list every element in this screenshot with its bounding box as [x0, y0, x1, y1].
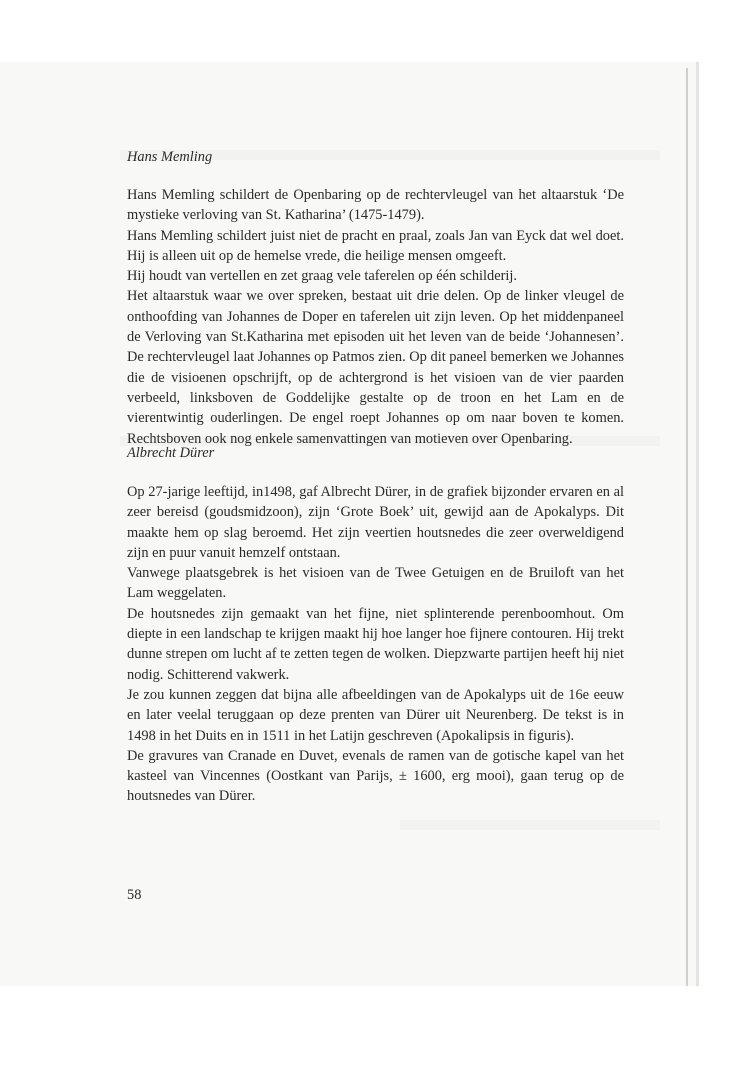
- paragraph: Vanwege plaatsgebrek is het visioen van de Twee Getuigen en de Bruiloft van het Lam weggelaten.: [127, 565, 624, 602]
- paragraph: Hans Memling schildert de Openbaring op de rechtervleugel van het altaarstuk ‘De mystieke verloving van St. Katharina’ (1475-1479).: [127, 187, 624, 224]
- paragraph: Je zou kunnen zeggen dat bijna alle afbeeldingen van de Apokalyps uit de 16e eeuw en later veelal teruggaan op deze prenten van Dürer uit Neurenberg. De tekst is in 1498 in het Duits en in 1511 in het Latijn geschreven (Apokalipsis in figuris).: [127, 686, 624, 744]
- paragraph: Op 27-jarige leeftijd, in1498, gaf Albrecht Dürer, in de grafiek bijzonder ervaren en al zeer bereisd (goudsmidzoon), zijn ‘Grote Boek’ uit, gewijd aan de Apokalyps. Dit maakte hem op slag beroemd. Het zijn veertien houtsnedes die zeer overweldigend zijn en puur vanuit hemzelf ontstaan.: [127, 484, 624, 561]
- page-number: 58: [127, 887, 142, 903]
- section-body-albrecht-durer: [127, 482, 624, 807]
- paragraph: De gravures van Cranade en Duvet, evenals de ramen van de gotische kapel van het kasteel van Vincennes (Oostkant van Parijs, ± 1600, erg mooi), gaan terug op de houtsnedes van Dürer.: [127, 747, 624, 805]
- paragraph: Het altaarstuk waar we over spreken, bestaat uit drie delen. Op de linker vleugel de onthoofding van Johannes de Doper en taferelen uit zijn leven. Op het middenpaneel de Verloving van St.Katharina met episoden uit het leven van de beide ‘Johannesen’. De rechtervleugel laat Johannes op Patmos zien. Op dit paneel bemerken we Johannes die de visioenen opschrijft, op de achtergrond is het visioen van de vier paarden verbeeld, linksboven de Goddelijke gestalte op de troon en het Lam en de vierentwintig ouderlingen. De engel roept Johannes op om naar boven te komen. Rechtsboven ook nog enkele samenvattingen van motieven over Openbaring.: [127, 288, 624, 447]
- paragraph: Hans Memling schildert juist niet de pracht en praal, zoals Jan van Eyck dat wel doet. Hij is alleen uit op de hemelse vrede, die heilige mensen omgeeft.: [127, 227, 624, 264]
- section-heading-hans-memling: Hans Memling: [127, 149, 213, 165]
- page-gutter-shadow: [696, 62, 699, 986]
- section-heading-albrecht-durer: Albrecht Dürer: [127, 445, 215, 461]
- page-edge-line: [686, 68, 688, 986]
- show-through-mark: [400, 820, 660, 830]
- paragraph: Hij houdt van vertellen en zet graag vele taferelen op één schilderij.: [127, 268, 517, 285]
- section-body-hans-memling: [127, 185, 624, 449]
- paragraph: De houtsnedes zijn gemaakt van het fijne, niet splinterende perenboomhout. Om diepte in een landschap te krijgen maakt hij hoe langer hoe fijnere contouren. Hij trekt dunne strepen om lucht af te zetten tegen de wolken. Diepzwarte partijen heeft hij niet nodig. Schitterend vakwerk.: [127, 605, 624, 683]
